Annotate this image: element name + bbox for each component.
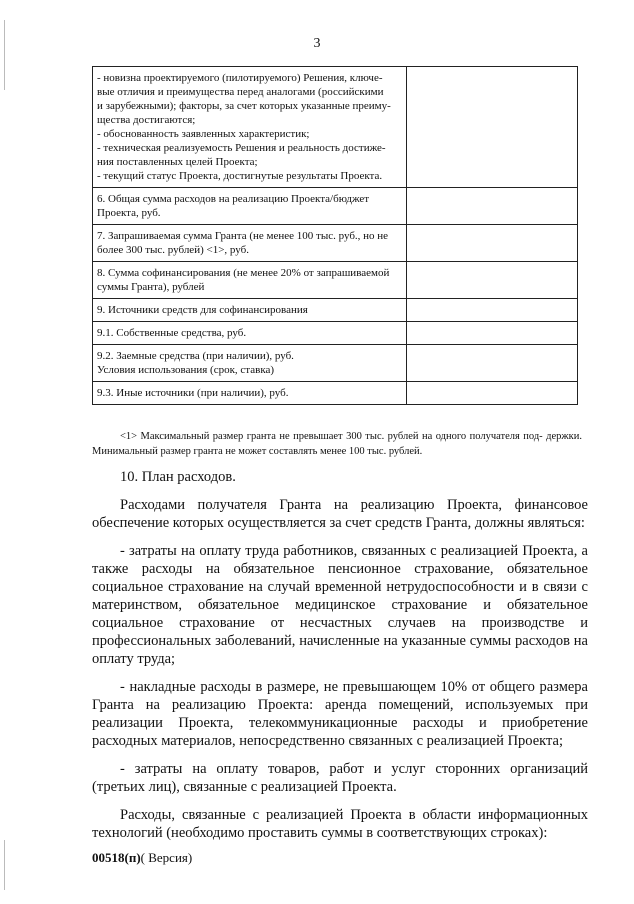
- table-cell-label: - новизна проектируемого (пилотируемого) Решения, ключе- вые отличия и преимущества перед аналогами (российскими и зарубежными); факторы, за счет которых указанные преиму- щества достигаются; - обоснованность заявленных характеристик; - техническая реализуемость Решения и реальность достиже- ния поставленных целей Проекта; - текущий статус Проекта, достигнутые результаты Проекта.: [93, 67, 407, 188]
- table-cell-value[interactable]: [406, 188, 577, 225]
- page-number: 3: [313, 36, 321, 51]
- table-cell-label: 6. Общая сумма расходов на реализацию Проекта/бюджет Проекта, руб.: [93, 188, 407, 225]
- table-row: [93, 225, 578, 262]
- table-cell-label: 9. Источники средств для софинансирования: [93, 299, 407, 322]
- table-row: [93, 262, 578, 299]
- table-cell-label: 9.2. Заемные средства (при наличии), руб. Условия использования (срок, ставка): [93, 345, 407, 382]
- paragraph: - накладные расходы в размере, не превышающем 10% от общего размера Гранта на реализацию Проекта: аренда помещений, используемых при реализации Проекта, телекоммуникационные расходы и приобретение расходных материалов, непосредственно связанных с реализацией Проекта;: [92, 679, 588, 749]
- table-row: [93, 345, 578, 382]
- table-cell-value[interactable]: [406, 225, 577, 262]
- footnote-text: <1> Максимальный размер гранта не превышает 300 тыс. рублей на одного получателя под- держки. Минимальный размер гранта не может составлять менее 100 тыс. рублей.: [92, 431, 582, 457]
- table-row: [93, 299, 578, 322]
- scan-edge-mark: [4, 840, 5, 890]
- table-cell-label: 9.3. Иные источники (при наличии), руб.: [93, 382, 407, 405]
- section-heading: 10. План расходов.: [120, 469, 236, 485]
- table-row: [93, 382, 578, 405]
- table-row: [93, 188, 578, 225]
- table-cell-label: 9.1. Собственные средства, руб.: [93, 322, 407, 345]
- table-row: [93, 67, 578, 188]
- table-cell-value[interactable]: [406, 67, 577, 188]
- document-code: 00518(п): [92, 850, 141, 865]
- scan-edge-mark: [4, 20, 5, 90]
- paragraph: - затраты на оплату товаров, работ и услуг сторонних организаций (третьих лиц), связанные с реализацией Проекта.: [92, 761, 588, 795]
- table-cell-label: 8. Сумма софинансирования (не менее 20% от запрашиваемой суммы Гранта), рублей: [93, 262, 407, 299]
- document-version: ( Версия): [140, 850, 193, 865]
- project-info-table: [92, 66, 578, 405]
- table-cell-value[interactable]: [406, 262, 577, 299]
- table-cell-value[interactable]: [406, 299, 577, 322]
- document-footer: [92, 850, 192, 866]
- table-row: [93, 322, 578, 345]
- section-10-plan: [92, 468, 588, 852]
- paragraph: Расходы, связанные с реализацией Проекта в области информационных технологий (необходимо проставить суммы в соответствующих строках):: [92, 807, 588, 841]
- table-cell-value[interactable]: [406, 322, 577, 345]
- paragraph: Расходами получателя Гранта на реализацию Проекта, финансовое обеспечение которых осуществляется за счет средств Гранта, должны являться:: [92, 497, 588, 531]
- table-cell-value[interactable]: [406, 345, 577, 382]
- table-cell-value[interactable]: [406, 382, 577, 405]
- footnote: [92, 430, 582, 459]
- table-cell-label: 7. Запрашиваемая сумма Гранта (не менее 100 тыс. руб., но не более 300 тыс. рублей) <1>, руб.: [93, 225, 407, 262]
- paragraph: - затраты на оплату труда работников, связанных с реализацией Проекта, а также расходы на обязательное пенсионное страхование, обязательное социальное страхование на случай временной нетрудоспособности и в связи с материнством, обязательное медицинское страхование и обязательное социальное страхование от несчастных случаев на производстве и профессиональных заболеваний, начисленные на указанные суммы расходов на оплату труда;: [92, 543, 588, 667]
